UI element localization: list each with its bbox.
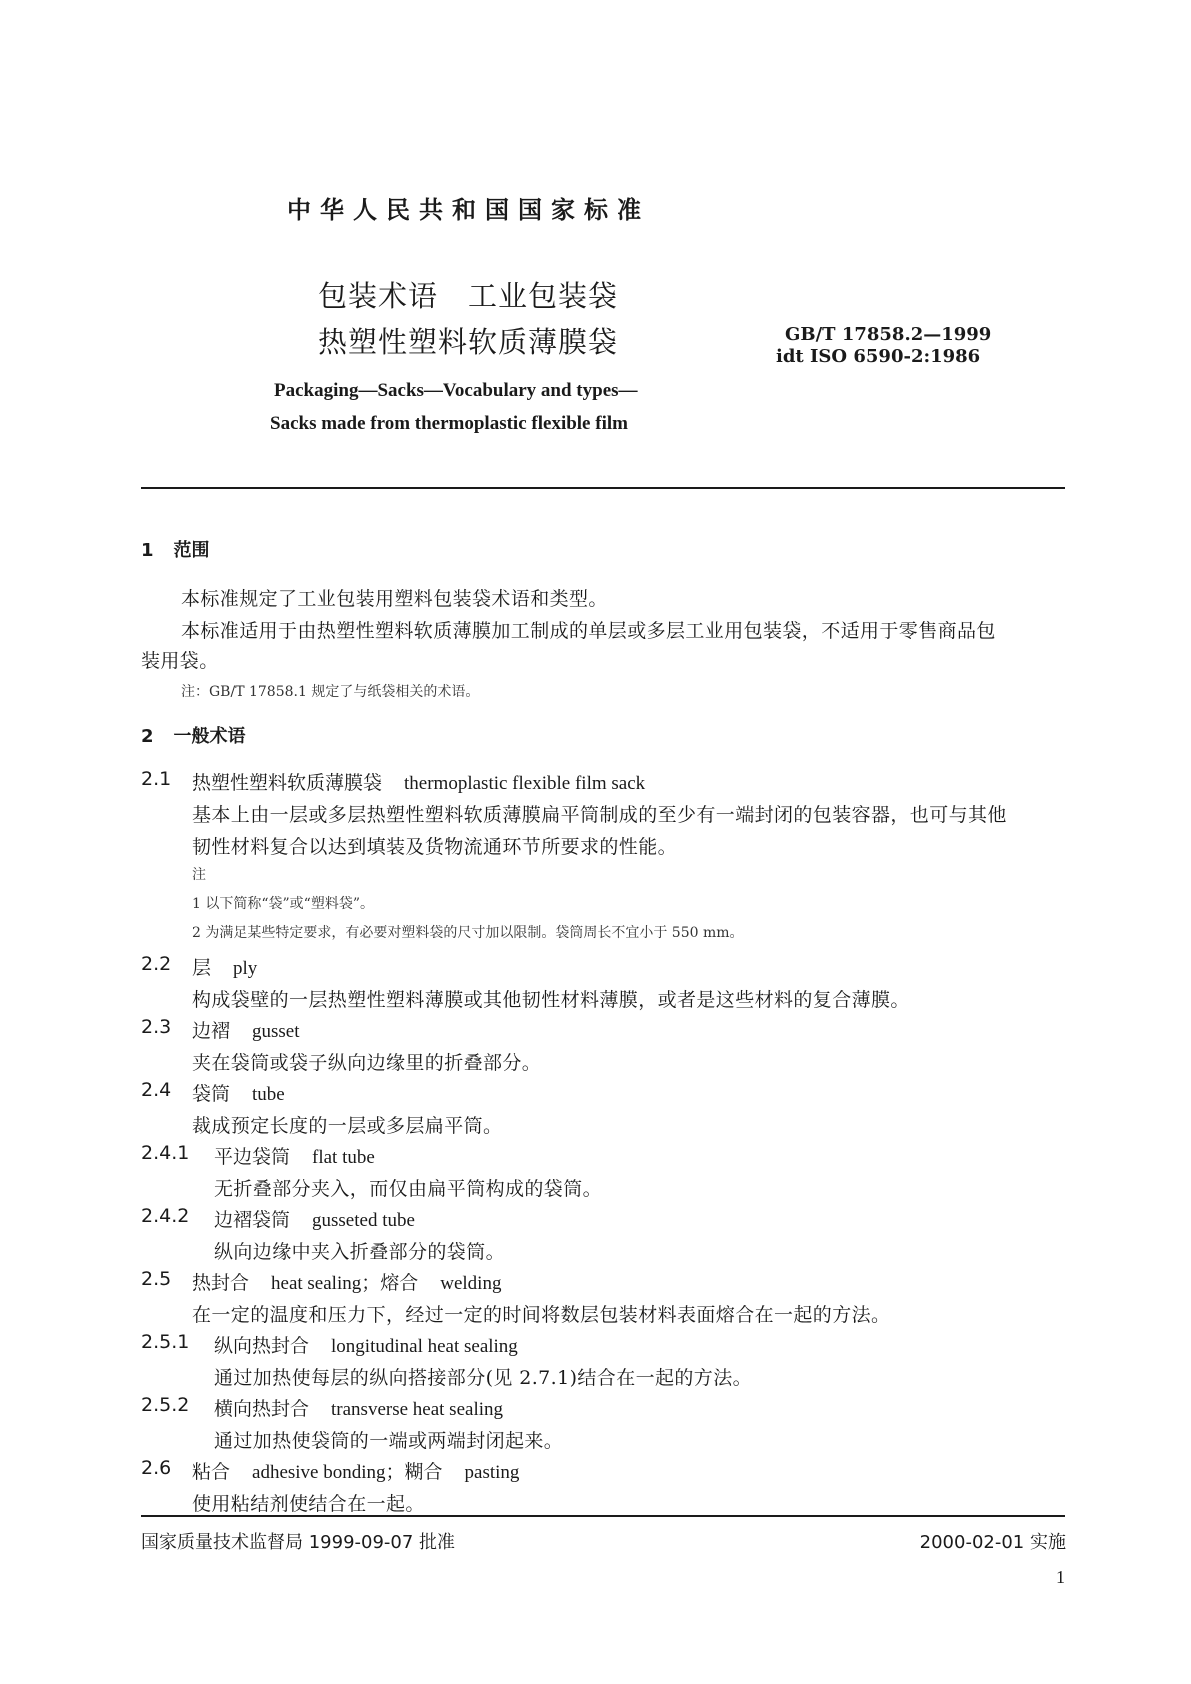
term-2-5-cn-alt: 熔合	[380, 1272, 419, 1294]
term-2-5-1-number: 2.5.1	[141, 1331, 190, 1353]
term-2-1-definition-line2: 韧性材料复合以达到填装及货物流通环节所要求的性能。	[192, 836, 678, 858]
term-2-5-2-number: 2.5.2	[141, 1394, 190, 1416]
section-1-title: 范围	[173, 540, 210, 561]
term-2-1-definition-line1: 基本上由一层或多层热塑性塑料软质薄膜扁平筒制成的至少有一端封闭的包装容器，也可与其他	[192, 804, 1007, 826]
term-2-4-2-definition: 纵向边缘中夹入折叠部分的袋筒。	[214, 1241, 506, 1263]
national-standard-heading: 中华人民共和国国家标准	[287, 196, 650, 224]
term-2-5-2	[214, 1394, 503, 1421]
idt-reference	[776, 346, 980, 368]
approval-statement: 国家质量技术监督局 1999-09-07 批准	[141, 1532, 456, 1553]
term-2-5-definition: 在一定的温度和压力下，经过一定的时间将数层包装材料表面熔合在一起的方法。	[192, 1304, 891, 1326]
term-2-4-1-definition: 无折叠部分夹入，而仅由扁平筒构成的袋筒。	[214, 1178, 603, 1200]
term-2-4-1-number: 2.4.1	[141, 1142, 190, 1164]
term-2-2-definition: 构成袋壁的一层热塑性塑料薄膜或其他韧性材料薄膜，或者是这些材料的复合薄膜。	[192, 989, 910, 1011]
scope-paragraph-1: 本标准规定了工业包装用塑料包装袋术语和类型。	[181, 588, 608, 610]
term-2-1-note-2: 2 为满足某些特定要求，有必要对塑料袋的尺寸加以限制。袋筒周长不宜小于 550 mm。	[192, 925, 744, 941]
term-2-1-note-1: 1 以下简称“袋”或“塑料袋”。	[192, 896, 374, 912]
section-1-number: 1	[141, 540, 154, 561]
scope-paragraph-2-line1: 本标准适用于由热塑性塑料软质薄膜加工制成的单层或多层工业用包装袋，不适用于零售商品包	[181, 620, 996, 642]
term-2-6-cn: 粘合	[192, 1461, 231, 1483]
term-2-6-number: 2.6	[141, 1457, 172, 1479]
term-2-6-cn-alt: 糊合	[404, 1461, 443, 1483]
implementation-date: 2000-02-01 实施	[919, 1532, 1066, 1553]
scope-note: 注：GB/T 17858.1 规定了与纸袋相关的术语。	[181, 684, 480, 700]
term-2-5	[192, 1268, 501, 1295]
term-2-3-cn: 边褶	[192, 1020, 231, 1042]
term-2-6-en: adhesive bonding；	[252, 1462, 405, 1483]
term-2-5-2-en: transverse heat sealing	[331, 1399, 503, 1420]
term-2-5-2-definition: 通过加热使袋筒的一端或两端封闭起来。	[214, 1430, 564, 1452]
term-2-2-number: 2.2	[141, 953, 172, 975]
term-2-5-en: heat sealing；	[271, 1273, 381, 1294]
page-number: 1	[1056, 1567, 1065, 1587]
term-2-2-cn: 层	[192, 957, 212, 979]
idt-reference-text: idt ISO 6590-2:1986	[776, 346, 981, 367]
term-2-1-cn: 热塑性塑料软质薄膜袋	[192, 772, 383, 794]
term-2-4-2	[214, 1205, 415, 1232]
term-2-5-number: 2.5	[141, 1268, 172, 1290]
term-2-4-2-cn: 边褶袋筒	[214, 1209, 291, 1231]
term-2-5-2-cn: 横向热封合	[214, 1398, 310, 1420]
term-2-3-definition: 夹在袋筒或袋子纵向边缘里的折叠部分。	[192, 1052, 542, 1074]
term-2-4-2-number: 2.4.2	[141, 1205, 190, 1227]
term-2-2	[192, 953, 257, 980]
section-1-heading	[141, 536, 210, 562]
title-en-line1: Packaging—Sacks—Vocabulary and types—	[274, 380, 638, 401]
term-2-4-en: tube	[252, 1084, 285, 1105]
scope-paragraph-2-line2: 装用袋。	[141, 650, 219, 672]
term-2-3-number: 2.3	[141, 1016, 172, 1038]
term-2-1-note-label: 注	[192, 867, 206, 883]
section-2-number: 2	[141, 726, 154, 747]
footer-divider	[141, 1515, 1065, 1517]
standard-number	[785, 324, 991, 346]
term-2-6-definition: 使用粘结剂使结合在一起。	[192, 1493, 425, 1515]
header-divider	[141, 487, 1065, 489]
term-2-5-cn: 热封合	[192, 1272, 250, 1294]
section-2-title: 一般术语	[173, 726, 246, 747]
term-2-4-number: 2.4	[141, 1079, 172, 1101]
term-2-4-1-en: flat tube	[312, 1147, 375, 1168]
title-en-line2: Sacks made from thermoplastic flexible film	[270, 413, 628, 434]
term-2-5-1-definition: 通过加热使每层的纵向搭接部分(见 2.7.1)结合在一起的方法。	[214, 1367, 753, 1389]
term-2-1-en: thermoplastic flexible film sack	[404, 773, 646, 794]
title-cn-line1: 包装术语 工业包装袋	[318, 279, 619, 313]
standard-number-text: GB/T 17858.2—1999	[785, 324, 992, 345]
term-2-4	[192, 1079, 285, 1106]
term-2-1	[192, 768, 645, 795]
term-2-1-number: 2.1	[141, 768, 172, 790]
section-2-heading	[141, 722, 246, 748]
term-2-3	[192, 1016, 300, 1043]
title-cn-line2: 热塑性塑料软质薄膜袋	[318, 325, 619, 359]
term-2-5-1-cn: 纵向热封合	[214, 1335, 310, 1357]
term-2-4-cn: 袋筒	[192, 1083, 231, 1105]
term-2-4-definition: 裁成预定长度的一层或多层扁平筒。	[192, 1115, 503, 1137]
term-2-4-1-cn: 平边袋筒	[214, 1146, 291, 1168]
term-2-2-en: ply	[233, 958, 258, 979]
term-2-6-en-alt: pasting	[464, 1462, 520, 1483]
term-2-6	[192, 1457, 519, 1484]
term-2-5-1	[214, 1331, 518, 1358]
term-2-4-1	[214, 1142, 375, 1169]
term-2-5-1-en: longitudinal heat sealing	[331, 1336, 518, 1357]
term-2-4-2-en: gusseted tube	[312, 1210, 415, 1231]
term-2-3-en: gusset	[252, 1021, 300, 1042]
term-2-5-en-alt: welding	[440, 1273, 502, 1294]
